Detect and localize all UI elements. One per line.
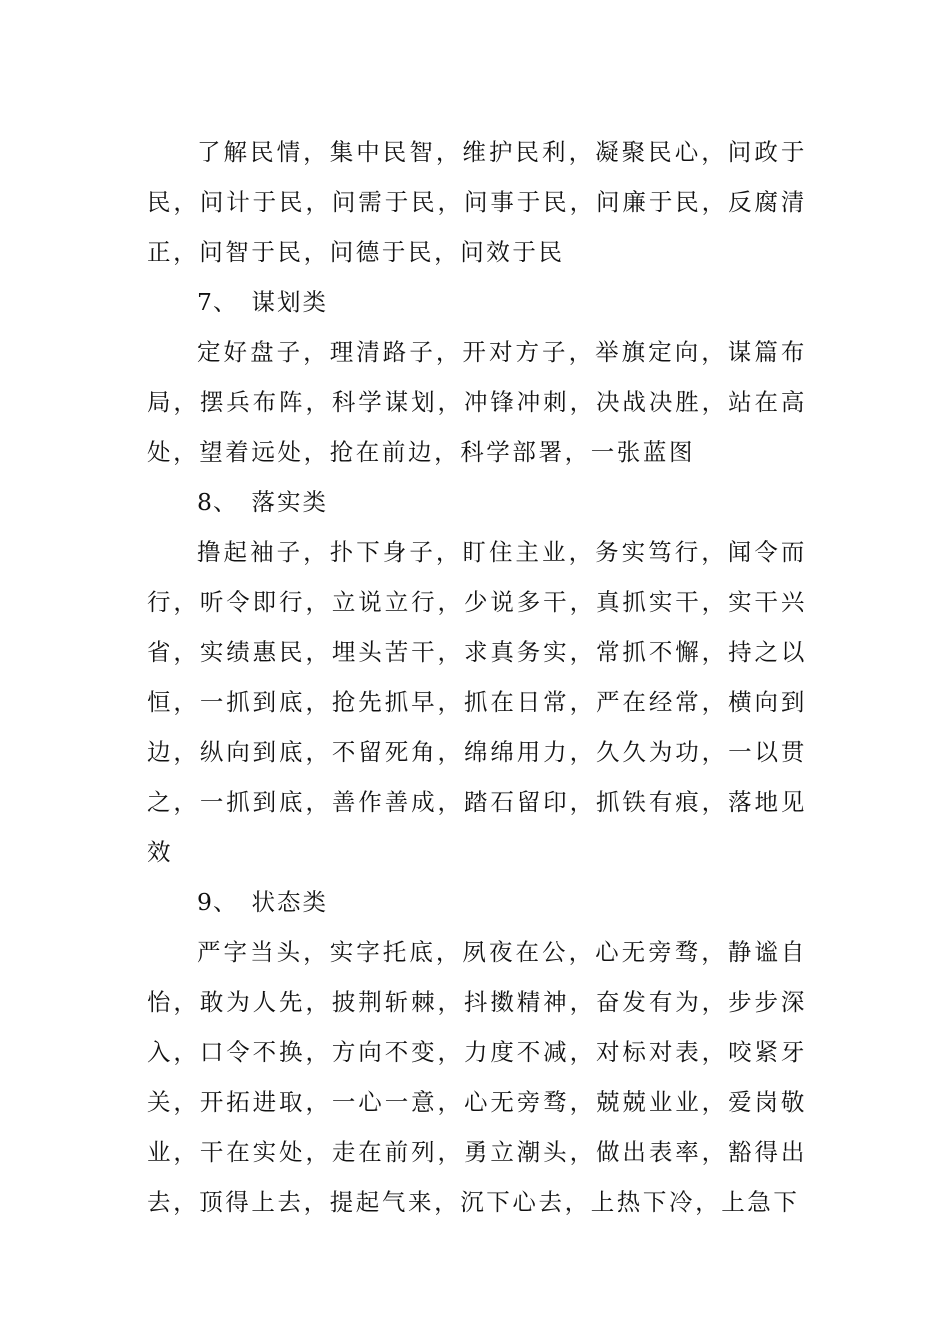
paragraph-people: 了解民情，集中民智，维护民利，凝聚民心，问政于民，问计于民，问需于民，问事于民，问廉于民，反腐清正，问智于民，问德于民，问效于民 bbox=[147, 138, 807, 266]
heading-number: 7、 bbox=[197, 288, 238, 316]
paragraph-planning: 定好盘子，理清路子，开对方子，举旗定向，谋篇布局，摆兵布阵，科学谋划，冲锋冲刺，决战决胜，站在高处，望着远处，抢在前边，科学部署，一张蓝图 bbox=[147, 338, 807, 466]
heading-number: 9、 bbox=[197, 888, 238, 916]
heading-title: 谋划类 bbox=[251, 288, 328, 316]
heading-implementation bbox=[147, 477, 807, 527]
heading-title: 状态类 bbox=[251, 888, 328, 916]
document-page bbox=[147, 127, 807, 1227]
heading-title: 落实类 bbox=[251, 488, 328, 516]
heading-number: 8、 bbox=[197, 488, 238, 516]
paragraph-state: 严字当头，实字托底，夙夜在公，心无旁骛，静谧自怡，敢为人先，披荆斩棘，抖擞精神，奋发有为，步步深入，口令不换，方向不变，力度不减，对标对表，咬紧牙关，开拓进取，一心一意，心无旁骛，兢兢业业，爱岗敬业，干在实处，走在前列，勇立潮头，做出表率，豁得出去，顶得上去，提起气来，沉下心去，上热下冷，上急下 bbox=[147, 938, 807, 1216]
heading-planning bbox=[147, 277, 807, 327]
heading-state bbox=[147, 877, 807, 927]
paragraph-implementation: 撸起袖子，扑下身子，盯住主业，务实笃行，闻令而行，听令即行，立说立行，少说多干，真抓实干，实干兴省，实绩惠民，埋头苦干，求真务实，常抓不懈，持之以恒，一抓到底，抢先抓早，抓在日常，严在经常，横向到边，纵向到底，不留死角，绵绵用力，久久为功，一以贯之，一抓到底，善作善成，踏石留印，抓铁有痕，落地见效 bbox=[147, 538, 807, 866]
